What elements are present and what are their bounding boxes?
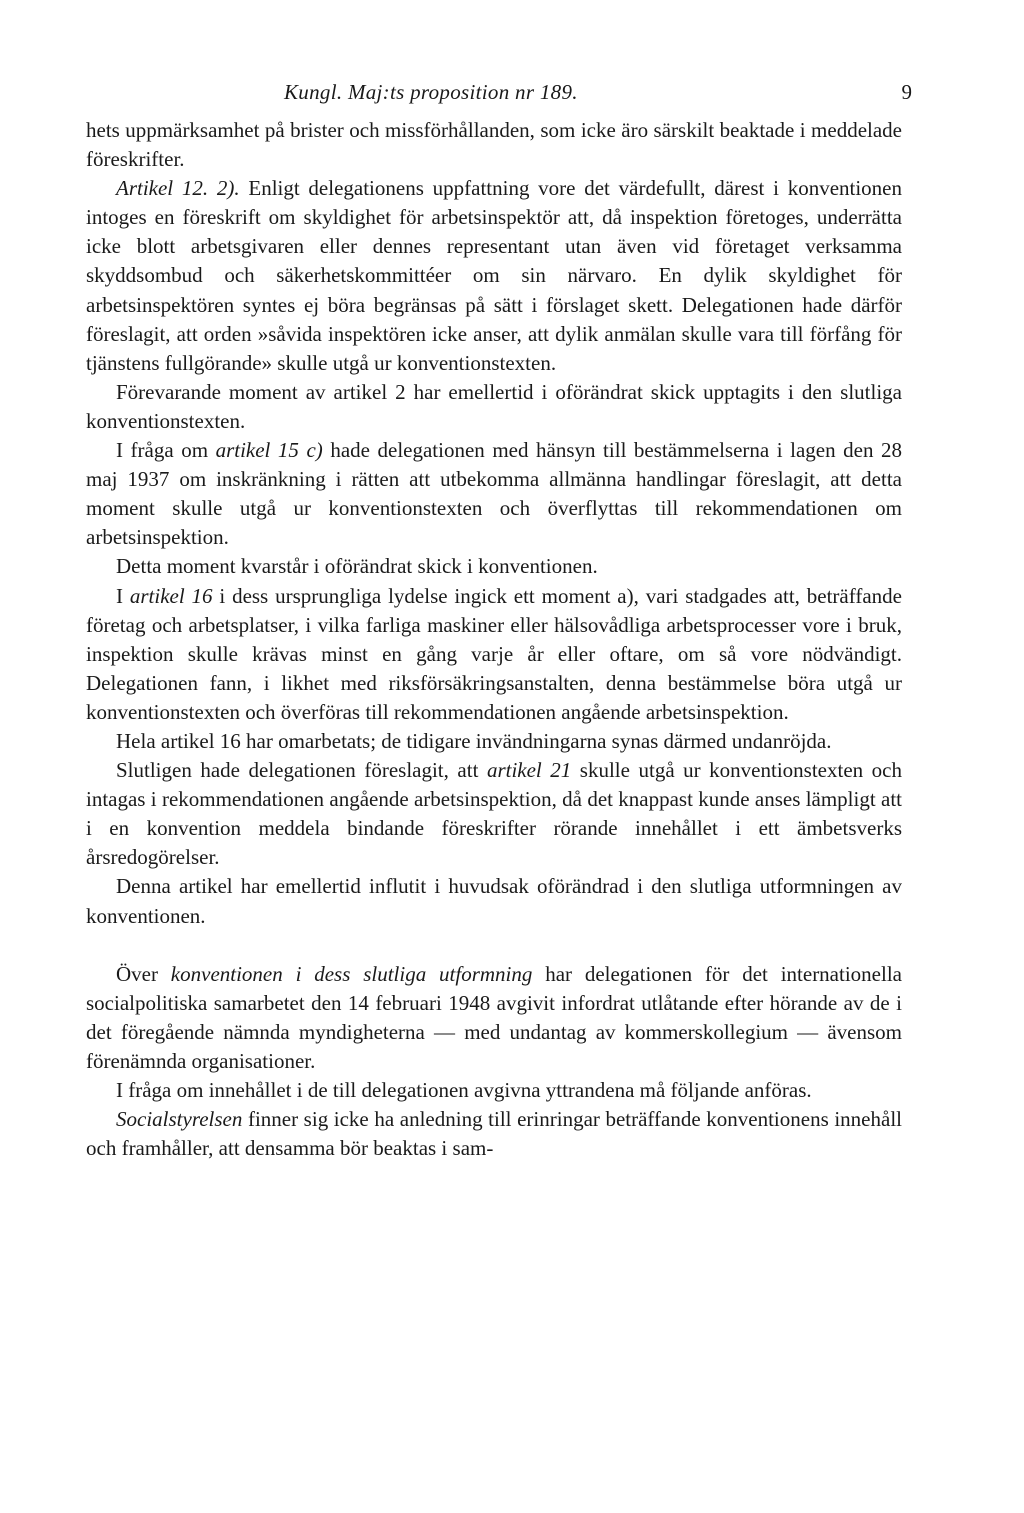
body-text: [86, 116, 902, 1163]
paragraph: [86, 174, 902, 378]
paragraph: [86, 1105, 902, 1163]
paragraph: [86, 1076, 902, 1105]
running-head: [86, 78, 912, 108]
paragraph: [86, 727, 902, 756]
italic-text: Artikel 12. 2).: [116, 176, 240, 201]
paragraph-text: finner sig icke ha anledning till erinringar beträffande konventionens innehåll och framhåller, att densamma bör beaktas i sam-: [86, 1107, 902, 1161]
paragraph-text: I fråga om: [116, 438, 216, 463]
paragraph-text: Över: [116, 961, 171, 986]
italic-text: artikel 15 c): [215, 438, 323, 463]
paragraph-text: i dess ursprungliga lydelse ingick ett moment a), vari stadgades att, beträffande företag och arbetsplatser, i vilka farliga maskiner eller hälsovådliga arbetsprocesser vore i bruk, inspektion skulle krävas minst en gång varje år eller oftare, om så vore nödvändigt. Delegationen fann, i likhet med riksförsäkringsanstalten, denna bestämmelse böra utgå ur konventionstexten och överföras till rekommendationen angående arbetsinspektion.: [86, 583, 902, 724]
paragraph: [86, 960, 902, 1076]
paragraph-text: hets uppmärksamhet på brister och missförhållanden, som icke äro särskilt beaktade i meddelade föreskrifter.: [86, 118, 902, 172]
paragraph-text: hade delegationen med hänsyn till bestämmelserna i lagen den 28 maj 1937 om inskränkning i rätten att utbekomma allmänna handlingar föreslagit, att detta moment skulle utgå ur konventionstexten och överflyttas till rekommendationen om arbetsinspektion.: [86, 438, 902, 550]
paragraph: [86, 378, 902, 436]
paragraph: [86, 116, 902, 174]
paragraph-text: Denna artikel har emellertid influtit i huvudsak oförändrad i den slutliga utformningen av konventionen.: [86, 874, 902, 928]
paragraph-text: I: [116, 583, 130, 608]
paragraph-text: I fråga om innehållet i de till delegationen avgivna yttrandena må följande anföras.: [116, 1078, 812, 1102]
paragraph: [86, 872, 902, 930]
paragraph: [86, 756, 902, 872]
paragraph-text: har delegationen för det internationella socialpolitiska samarbetet den 14 februari 1948 avgivit infordrat utlåtande efter hörande av de i det föregående nämnda myndigheterna — med undantag av kommerskollegium — ävensom förenämnda organisationer.: [86, 961, 902, 1073]
paragraph: [86, 582, 902, 727]
paragraph-text: Förevarande moment av artikel 2 har emellertid i oförändrat skick upptagits i den slutliga konventionstexten.: [86, 379, 902, 433]
paragraph: [86, 436, 902, 552]
italic-text: artikel 16: [129, 583, 213, 608]
italic-text: artikel 21: [486, 758, 572, 783]
paragraph-text: skulle utgå ur konventionstexten och intagas i rekommendationen angående arbetsinspektion, då det knappast kunde anses lämpligt att i en konvention meddela bindande föreskrifter rörande innehållet i ett ämbetsverks årsredogörelser.: [86, 758, 902, 870]
paragraph-text: Slutligen hade delegationen föreslagit, att: [116, 758, 487, 783]
italic-text: konventionen i dess slutliga utformning: [170, 961, 533, 986]
paragraph-text: Hela artikel 16 har omarbetats; de tidigare invändningarna synas därmed undanröjda.: [116, 728, 832, 753]
running-title: Kungl. Maj:ts proposition nr 189.: [284, 80, 578, 104]
paragraph-text: Detta moment kvarstår i oförändrat skick i konventionen.: [116, 554, 598, 579]
paragraph: [86, 552, 902, 581]
paragraph-text: Enligt delegationens uppfattning vore det värdefullt, därest i konventionen intoges en föreskrift om skyldighet för arbetsinspektör att, då inspektion företoges, underrätta icke blott arbetsgivaren eller dennes representant utan även vid företaget verksamma skyddsombud och säkerhetskommittéer om sin närvaro. En dylik skyldighet för arbetsinspektören syntes ej böra begränsas på sätt i förslaget skett. Delegationen hade därför föreslagit, att orden »såvida inspektören icke anser, att dylik anmälan skulle vara till förfång för tjänstens fullgörande» skulle utgå ur konventionstexten.: [86, 176, 903, 375]
italic-text: Socialstyrelsen: [116, 1107, 243, 1132]
page-number: 9: [901, 80, 912, 104]
